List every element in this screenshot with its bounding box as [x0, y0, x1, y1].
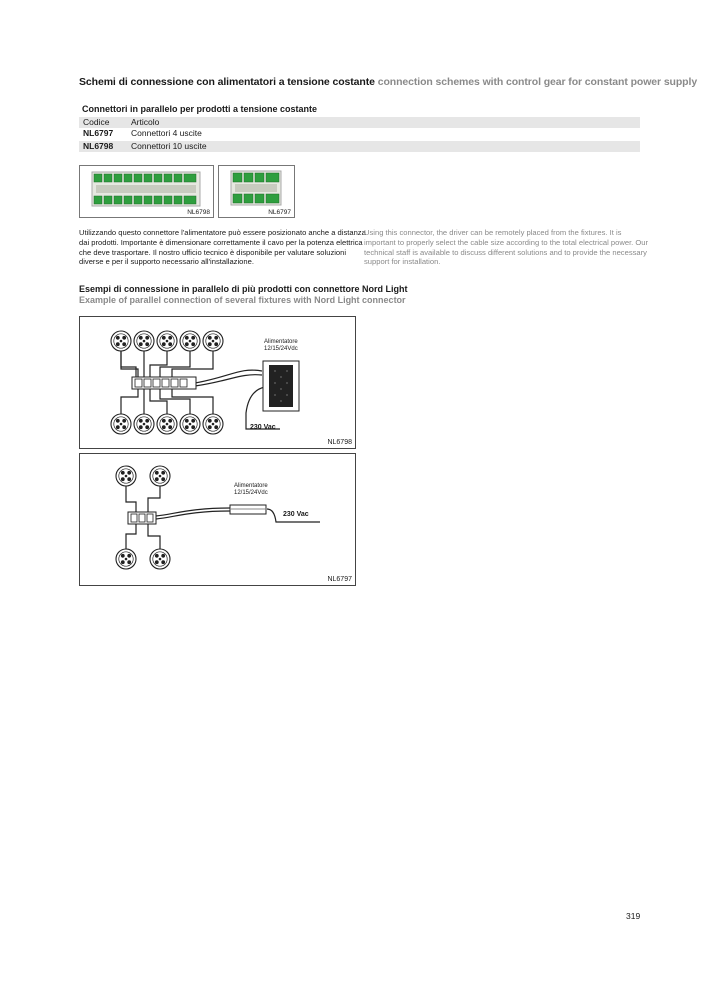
fixture-icon [116, 549, 136, 569]
table-heading: Connettori in parallelo per prodotti a tensione costante [82, 104, 318, 114]
product-code: NL6798 [83, 141, 114, 151]
table-row [79, 128, 640, 139]
diagram-caption: NL6798 [327, 439, 352, 446]
fixture-icon [134, 414, 154, 434]
wiring-diagram-nl6797 [79, 453, 356, 586]
page-title [79, 76, 697, 88]
examples-heading-italian: Esempi di connessione in parallelo di più prodotti con connettore Nord Light [79, 284, 408, 294]
supply-voltage: 12/15/24Vdc [264, 346, 298, 352]
diagram-caption: NL6797 [327, 576, 352, 583]
fixture-icon [150, 466, 170, 486]
fixture-icon [180, 414, 200, 434]
description-english: Using this connector, the driver can be remotely placed from the fixtures. It is important to properly select the cable size according to the total electrical power. Our technical staff is available to discuss different solutions and to provide the necessary support for installation. [364, 228, 649, 267]
mains-voltage: 230 Vac [283, 511, 309, 518]
mains-voltage: 230 Vac [250, 424, 276, 431]
product-article: Connettori 10 uscite [131, 141, 207, 151]
photo-connector-4-outputs [218, 165, 295, 218]
column-header-article: Articolo [131, 117, 160, 127]
fixture-icon [203, 414, 223, 434]
fixture-icon [111, 331, 131, 351]
diagram-4-fixtures [80, 454, 355, 585]
table-row [79, 141, 640, 152]
supply-voltage: 12/15/24Vdc [234, 490, 268, 496]
wiring-diagram-nl6798 [79, 316, 356, 449]
photo-caption: NL6798 [187, 209, 210, 216]
supply-label: Alimentatore [264, 339, 298, 345]
supply-label: Alimentatore [234, 483, 268, 489]
fixture-icon [157, 331, 177, 351]
table-header-row [79, 117, 640, 128]
column-header-code: Codice [83, 117, 110, 127]
title-english: connection schemes with control gear for constant power supply [377, 76, 698, 88]
photo-connector-10-outputs [79, 165, 214, 218]
fixture-icon [150, 549, 170, 569]
fixture-icon [134, 331, 154, 351]
fixture-icon [180, 331, 200, 351]
photo-caption: NL6797 [268, 209, 291, 216]
diagram-10-fixtures [80, 317, 355, 448]
fixture-icon [203, 331, 223, 351]
fixture-icon [116, 466, 136, 486]
title-italian: Schemi di connessione con alimentatori a tensione costante [79, 76, 375, 88]
fixture-icon [157, 414, 177, 434]
examples-heading-english: Example of parallel connection of several fixtures with Nord Light connector [79, 295, 406, 305]
description-italian: Utilizzando questo connettore l'alimentatore può essere posizionato anche a distanza dai prodotti. Importante è dimensionare correttamente il cavo per la potenza elettrica che deve trasportare. Il nostro ufficio tecnico è disponibile per valutare soluzioni diverse e per il supporto necessario all'installazione. [79, 228, 366, 267]
page-number: 319 [626, 911, 641, 921]
product-article: Connettori 4 uscite [131, 128, 202, 138]
fixture-icon [111, 414, 131, 434]
product-code: NL6797 [83, 128, 114, 138]
